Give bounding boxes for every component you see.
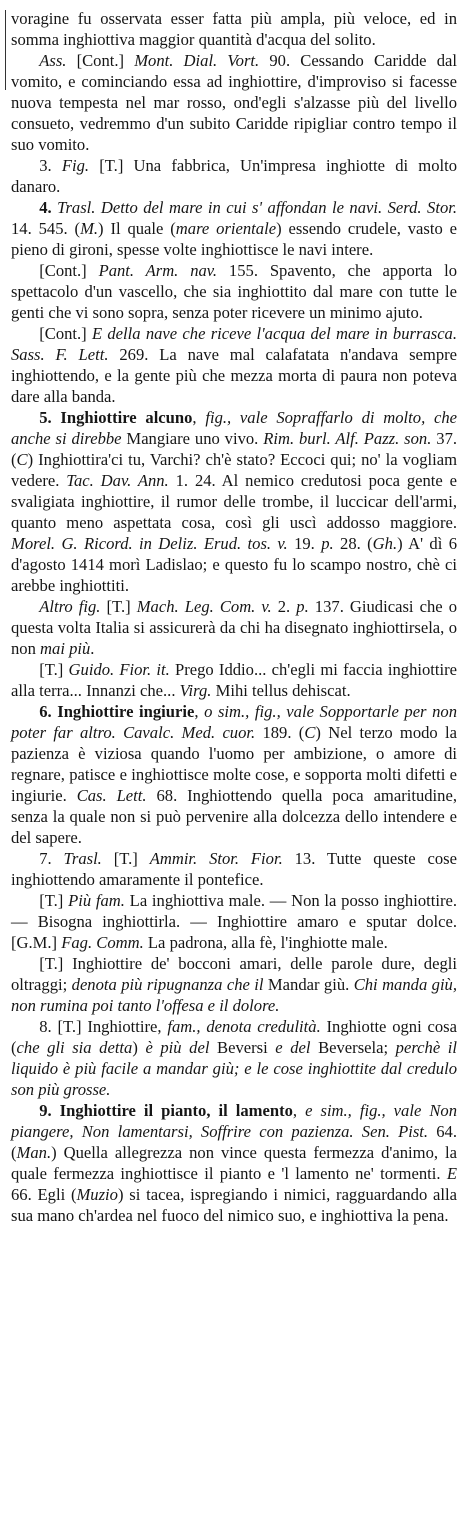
text-run: 155. Spavento, che apporta lo spettacolo d'un vascello, che sia inghiottito dal mare con tutte le genti che vi sono sopra, senza poter ricevere un minimo ajuto.	[11, 261, 458, 322]
text-run: 7.	[39, 849, 64, 868]
italic-text: Morel. G. Ricord. in Deliz. Erud. tos. v.	[11, 534, 288, 553]
text-run: [Cont.]	[39, 261, 99, 280]
text-run: 8. [T.] Inghiottire,	[39, 1017, 168, 1036]
italic-text: Guido. Fior. it.	[68, 660, 170, 679]
italic-text: e del	[275, 1038, 311, 1057]
text-run: Beversi	[209, 1038, 276, 1057]
text-run: [Cont.]	[39, 324, 92, 343]
italic-text: Ass.	[39, 51, 67, 70]
italic-text: perchè il liquido è più facile a mandar giù; e le cose inghiottite dal credulo son più grosse.	[11, 1038, 457, 1099]
italic-text: Pant. Arm. nav.	[98, 261, 218, 280]
text-run: ) essendo crudele, vasto e pieno di gironi, spesse volte inghiottisce le navi intere.	[11, 219, 457, 259]
text-run: Mangiare uno vivo.	[121, 429, 264, 448]
entry-paragraph	[11, 701, 457, 848]
text-run: [T.]	[39, 891, 69, 910]
text-run: voragine fu osservata esser fatta più ampla, più veloce, ed in somma inghiottiva maggior quantità d'acqua del solito.	[11, 9, 457, 49]
entry-paragraph	[11, 659, 457, 701]
margin-rule	[5, 10, 6, 90]
entry-paragraph	[11, 50, 457, 155]
italic-text: Chi manda giù, non rumina poi tanto l'offesa e il dolore.	[11, 975, 458, 1015]
italic-text: Fag. Comm.	[61, 933, 144, 952]
italic-text: Muzio	[76, 1185, 118, 1204]
entry-paragraph	[11, 1016, 457, 1100]
italic-text: Man.	[16, 1143, 52, 1162]
text-run: 19.	[287, 534, 322, 553]
text-run: ,	[192, 408, 206, 427]
entry-paragraph	[11, 8, 457, 50]
italic-text: mai più	[40, 639, 91, 658]
entry-text	[11, 8, 457, 1226]
text-run: 64. (	[11, 1122, 458, 1162]
text-run: La padrona, alla fè, l'inghiotte male.	[143, 933, 388, 952]
italic-text: E	[446, 1164, 457, 1183]
sense-heading: 5. Inghiottire alcuno	[39, 408, 193, 427]
italic-text: e sim., fig., vale Non piangere, Non lamentarsi, Soffrire con pazienza. Sen. Pist.	[11, 1101, 458, 1141]
text-run: 90. Cessando Caridde dal vomito, e cominciando essa ad inghiottire, d'improviso si facesse nuova tempesta nel mar rosso, ond'egli s'alzasse più del livello consueto, vedremmo d'un subito Caridde ripigliar contro tempo il suo vomito.	[11, 51, 457, 154]
text-run: 37. (	[11, 429, 458, 469]
italic-text: Gh.	[372, 534, 398, 553]
text-run: ) Nel terzo modo la pazienza è viziosa quando l'uomo per ambizione, o amore di regnare, patisce e inghiottisce molte cose, e sopporta molti difetti e ingiurie.	[11, 723, 457, 805]
text-run: Prego Iddio... ch'egli mi faccia inghiottire alla terra... Innanzi che...	[11, 660, 457, 700]
text-run: ) Quella allegrezza non vince questa fermezza d'animo, la quale fermezza inghiottisce il pianto e 'l lamento ne' tormenti.	[11, 1143, 457, 1183]
sense-heading: 6. Inghiottire ingiurie	[39, 702, 195, 721]
italic-text: M.	[80, 219, 99, 238]
entry-paragraph	[11, 848, 457, 890]
italic-text: denota più ripugnanza che il	[71, 975, 264, 994]
text-run: .	[90, 639, 95, 658]
text-run: Mihi tellus dehiscat.	[211, 681, 351, 700]
italic-text: Tac. Dav. Ann.	[66, 471, 169, 490]
text-run: 66. Egli (	[11, 1185, 77, 1204]
text-run: 13. Tutte queste cose inghiottendo amaramente il pontefice.	[11, 849, 457, 889]
entry-paragraph	[11, 596, 457, 659]
italic-text: C	[304, 723, 316, 742]
italic-text: p.	[296, 597, 309, 616]
italic-text: Altro fig.	[39, 597, 101, 616]
italic-text: C	[16, 450, 28, 469]
sense-heading: 4.	[39, 198, 58, 217]
italic-text: Trasl. Detto del mare in cui s' affondan le navi. Serd. Stor.	[57, 198, 458, 217]
italic-text: Rim. burl. Alf. Pazz. son.	[263, 429, 432, 448]
text-run: ,	[292, 1101, 306, 1120]
text-run: ) si tacea, ispregiando i nimici, ragguardando alla sua mano ch'ardea nel fuoco del nimico suo, e inghiottiva la pena.	[11, 1185, 457, 1225]
text-run: 28. (	[333, 534, 373, 553]
italic-text: è più del	[145, 1038, 210, 1057]
italic-text: p.	[321, 534, 334, 553]
text-run: Inghiotte ogni cosa (	[11, 1017, 457, 1057]
italic-text: Cas. Lett.	[76, 786, 147, 805]
entry-paragraph	[11, 197, 457, 260]
text-run: La inghiottiva male. — Non la posso inghiottire. — Bisogna inghiottirla. — Inghiottire amaro e sputar dolce. [G.M.]	[11, 891, 457, 952]
text-run: [T.]	[100, 597, 137, 616]
text-run: ,	[194, 702, 205, 721]
text-run: Mandar giù.	[263, 975, 354, 994]
text-run: Beversela;	[310, 1038, 396, 1057]
text-run: ) A' dì 6 d'agosto 1414 morì Ladislao; e questo fu lo scampo nostro, chè ci arebbe inghiottiti.	[11, 534, 458, 595]
italic-text: mare orientale	[175, 219, 277, 238]
text-run: ) Il quale (	[98, 219, 176, 238]
text-run: [Cont.]	[66, 51, 135, 70]
entry-paragraph	[11, 1100, 457, 1226]
text-run: 189. (	[255, 723, 305, 742]
italic-text: Virg.	[179, 681, 212, 700]
italic-text: E della nave che riceve l'acqua del mare in burrasca. Sass. F. Lett.	[11, 324, 458, 364]
italic-text: Mont. Dial. Vort.	[134, 51, 260, 70]
italic-text: Fig.	[61, 156, 90, 175]
italic-text: Ammir. Stor. Fior.	[149, 849, 283, 868]
entry-paragraph	[11, 890, 457, 953]
italic-text: fig., vale Sopraffarlo di molto, che anche si direbbe	[11, 408, 458, 448]
italic-text: o sim., fig., vale Sopportarle per non poter far altro. Cavalc. Med. cuor.	[11, 702, 457, 742]
text-run: 14. 545. (	[11, 219, 81, 238]
text-run: 269. La nave mal calafatata n'andava sempre inghiottendo, e la gente più che mezza morta di paura non poteva dare alla banda.	[11, 345, 458, 406]
italic-text: Trasl.	[63, 849, 102, 868]
text-run: 2.	[271, 597, 297, 616]
text-run: 1. 24. Al nemico credutosi poca gente e svaligiata inghiottire, il rumor delle trombe, il luccicar dell'armi, quanto meno aspettata cosa, così gli uscì addosso maggiore.	[11, 471, 458, 532]
entry-paragraph	[11, 155, 457, 197]
entry-paragraph	[11, 260, 457, 323]
sense-heading: 9. Inghiottire il pianto, il lamento	[39, 1101, 293, 1120]
text-run: [T.] Una fabbrica, Un'impresa inghiotte di molto danaro.	[11, 156, 458, 196]
text-run: [T.]	[101, 849, 150, 868]
text-run: [T.] Inghiottire de' bocconi amari, delle parole dure, degli oltraggi;	[11, 954, 457, 994]
italic-text: che gli sia detta	[16, 1038, 133, 1057]
italic-text: Più fam.	[68, 891, 125, 910]
italic-text: fam., denota credulità.	[167, 1017, 321, 1036]
entry-paragraph	[11, 953, 457, 1016]
entry-paragraph	[11, 323, 457, 407]
italic-text: Mach. Leg. Com. v.	[136, 597, 272, 616]
text-run: 137. Giudicasi che o questa volta Italia si assicurerà da chi ha disegnato inghiottirsela, o non	[11, 597, 457, 658]
text-run: [T.]	[39, 660, 69, 679]
text-run: 68. Inghiottendo quella poca amaritudine, senza la quale non si può pervenire alla dolcezza dello intendere e del sapere.	[11, 786, 457, 847]
text-run: )	[132, 1038, 146, 1057]
text-run: ) Inghiottira'ci tu, Varchi? ch'è stato? Eccoci qui; no' la vogliam vedere.	[11, 450, 457, 490]
entry-paragraph	[11, 407, 457, 596]
text-run: 3.	[39, 156, 62, 175]
